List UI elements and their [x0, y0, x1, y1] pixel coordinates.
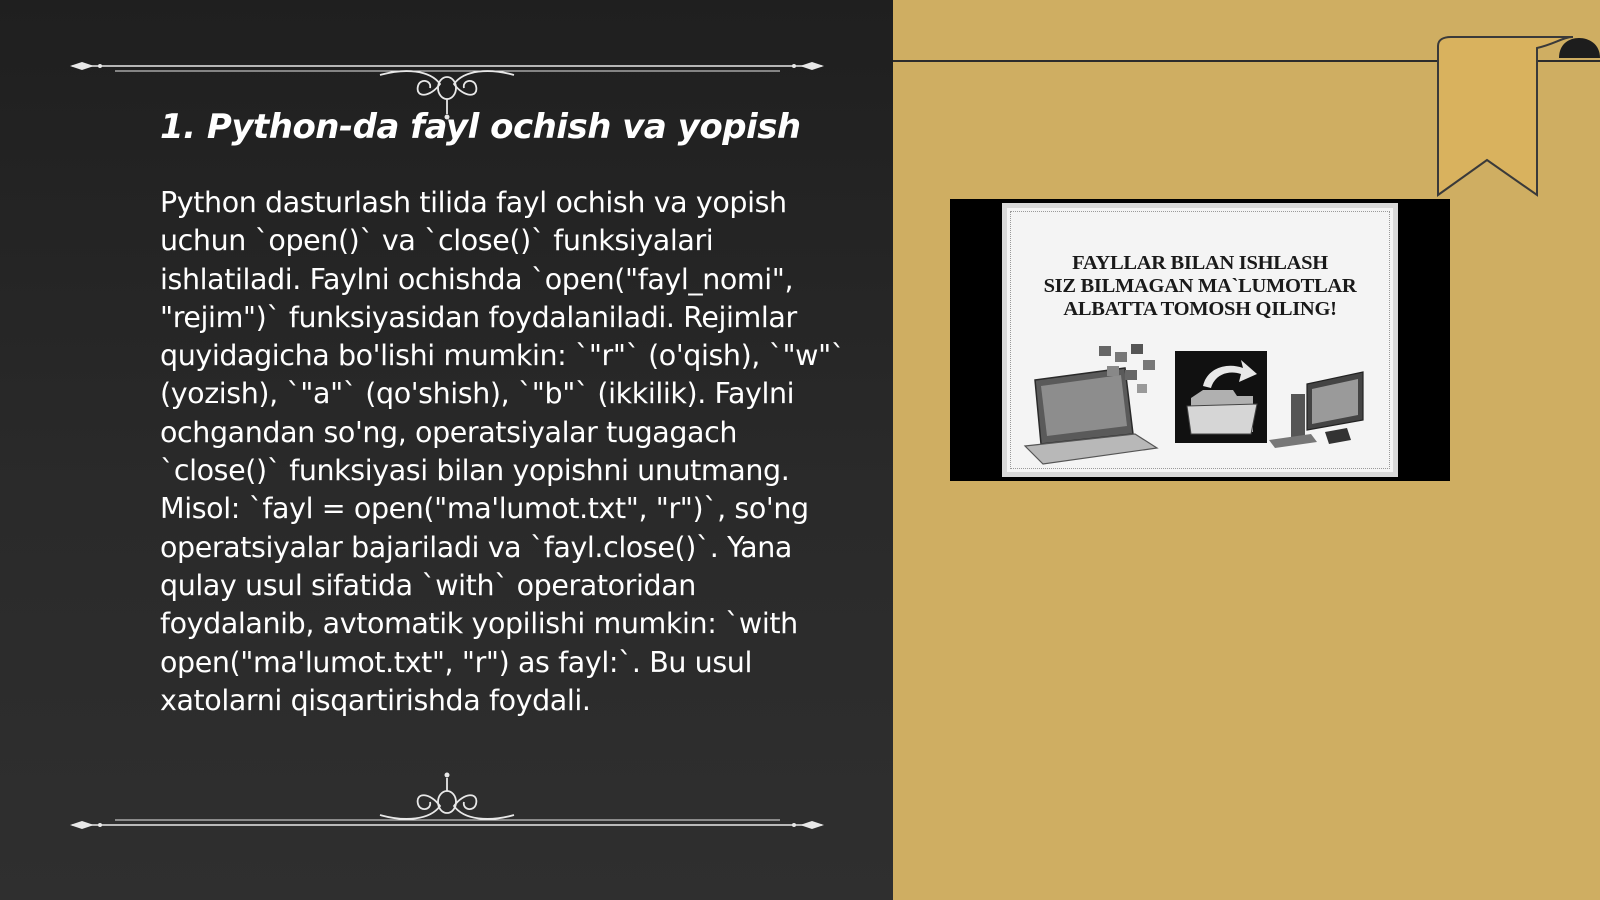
desktop-computer-icon	[1269, 372, 1363, 448]
slide-body-text: Python dasturlash tilida fayl ochish va yopish uchun `open()` va `close()` funksiyalari ishlatiladi. Faylni ochishda `open("fayl_nomi", "rejim")` funksiyasidan foydalaniladi. Rejimlar quyidagicha bo'lishi mumkin: `"r"` (o'qish), `"w"` (yozish), `"a"` (qo'shish), `"b"` (ikkilik). Faylni ochgandan so'ng, operatsiyalar tugagach `close()` funksiyasi bilan yopishni unutmang. Misol: `fayl = open("ma'lumot.txt", "r")`, so'ng operatsiyalar bajariladi va `fayl.close()`. Yana qulay usul sifatida `with` operatoridan foydalanib, avtomatik yopilishi mumkin: `with open("ma'lumot.txt", "r") as fayl:`. Bu usul xatolarni qisqartirishda foydali.	[160, 186, 845, 717]
folder-icon	[1175, 351, 1267, 443]
slide-title: 1. Python-da fayl ochish va yopish	[160, 107, 801, 147]
laptop-icon	[1025, 344, 1157, 464]
thumbnail-illustration	[1007, 208, 1393, 472]
thumbnail-line-3: ALBATTA TOMOSH QILING!	[1063, 298, 1337, 320]
bookmark-ribbon-decoration	[893, 0, 1600, 210]
bottom-ornament-divider	[70, 773, 824, 830]
thumbnail-line-1: FAYLLAR BILAN ISHLASH	[1072, 252, 1328, 274]
thumbnail-card	[1002, 203, 1398, 477]
video-thumbnail[interactable]	[950, 199, 1450, 481]
thumbnail-line-2: SIZ BILMAGAN MA`LUMOTLAR	[1043, 275, 1357, 297]
